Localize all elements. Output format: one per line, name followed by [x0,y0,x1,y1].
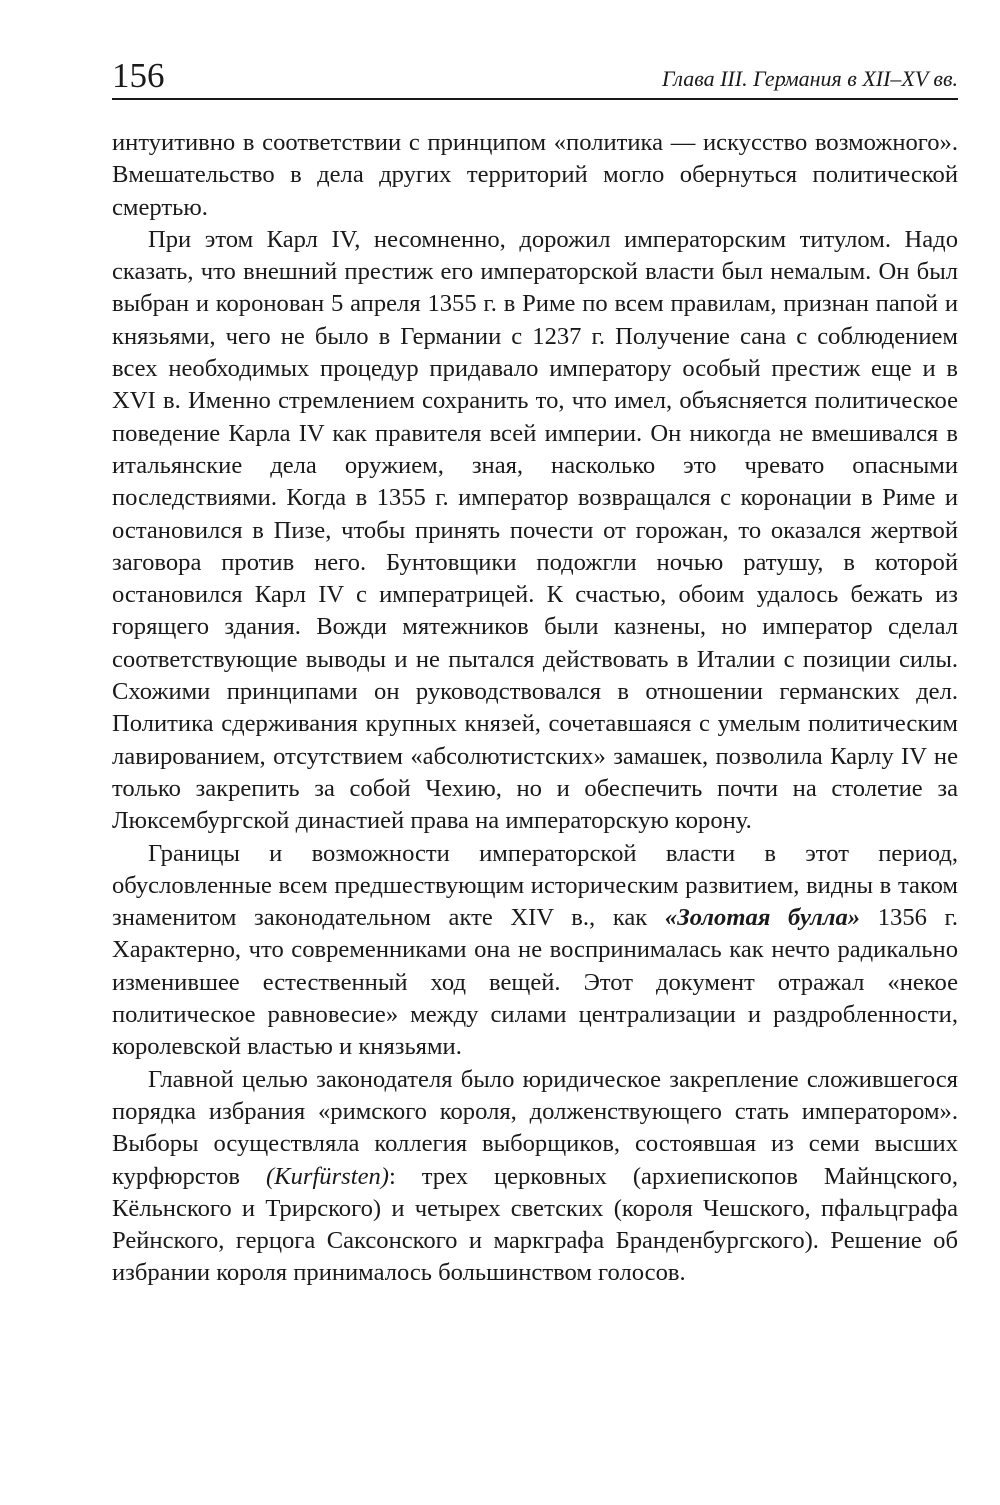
kurfursten-term: (Kurfürsten) [266,1162,389,1190]
body-text [112,127,958,1290]
paragraph-golden-bull [112,838,958,1064]
paragraph-text-before: Главной целью законодателя было юридическое закрепление сложившегося порядка избрания «римского короля, долженствующего стать императором». Выборы осуществляла коллегия выборщиков, состоявшая из семи высших курфюрстов [112,1065,958,1190]
running-head: Глава III. Германия в XII–XV вв. [661,66,958,91]
paragraph-karl-iv: При этом Карл IV, несомненно, дорожил императорским титулом. Надо сказать, что внешний престиж его императорской власти был немалым. Он был выбран и коронован 5 апреля 1355 г. в Риме по всем правилам, признан папой и князьями, чего не было в Германии с 1237 г. Получение сана с соблюдением всех необходимых процедур придавало императору особый престиж еще и в XVI в. Именно стремлением сохранить то, что имел, объясняется политическое поведение Карла IV как правителя всей империи. Он никогда не вмешивался в итальянские дела оружием, зная, насколько это чревато опасными последствиями. Когда в 1355 г. император возвращался с коронации в Риме и остановился в Пизе, чтобы принять почести от горожан, то оказался жертвой заговора против него. Бунтовщики подожгли ночью ратушу, в которой остановился Карл IV с императрицей. К счастью, обоим удалось бежать из горящего здания. Вожди мятежников были казнены, но император сделал соответствующие выводы и не пытался действовать в Италии с позиции силы. Схожими принципами он руководствовался в отношении германских дел. Политика сдерживания крупных князей, сочетавшаяся с умелым политическим лавированием, отсутствием «абсолютистских» замашек, позволила Карлу IV не только закрепить за собой Чехию, но и обеспечить почти на столетие за Люксембургской династией права на императорскую корону. [112,225,958,835]
paragraph-continuation: интуитивно в соответствии с принципом «политика — искусство возможного». Вмешательство в дела других территорий могло обернуться политической смертью. [112,129,958,221]
paragraph-text-before: Границы и возможности императорской власти в этот период, обусловленные всем предшествующим историческим развитием, видны в таком знаменитом законодательном акте XIV в., как [112,839,958,932]
page-number: 156 [112,56,165,95]
golden-bull-term: «Золотая булла» [664,904,861,932]
page-header [112,52,958,100]
paragraph-text-after: : трех церковных (архиепископов Майнцского, Кёльнского и Трирского) и четырех светских (короля Чешского, пфальцграфа Рейнского, герцога Саксонского и маркграфа Бранденбургского). Решение об избрании короля принималось большинством голосов. [112,1162,958,1287]
paragraph-text-after: 1356 г. Характерно, что современниками она не воспринималась как нечто радикально изменившее естественный ход вещей. Этот документ отражал «некое политическое равновесие» между силами централизации и раздробленности, королевской властью и князьями. [112,904,959,1061]
paragraph-electors [112,1064,958,1290]
